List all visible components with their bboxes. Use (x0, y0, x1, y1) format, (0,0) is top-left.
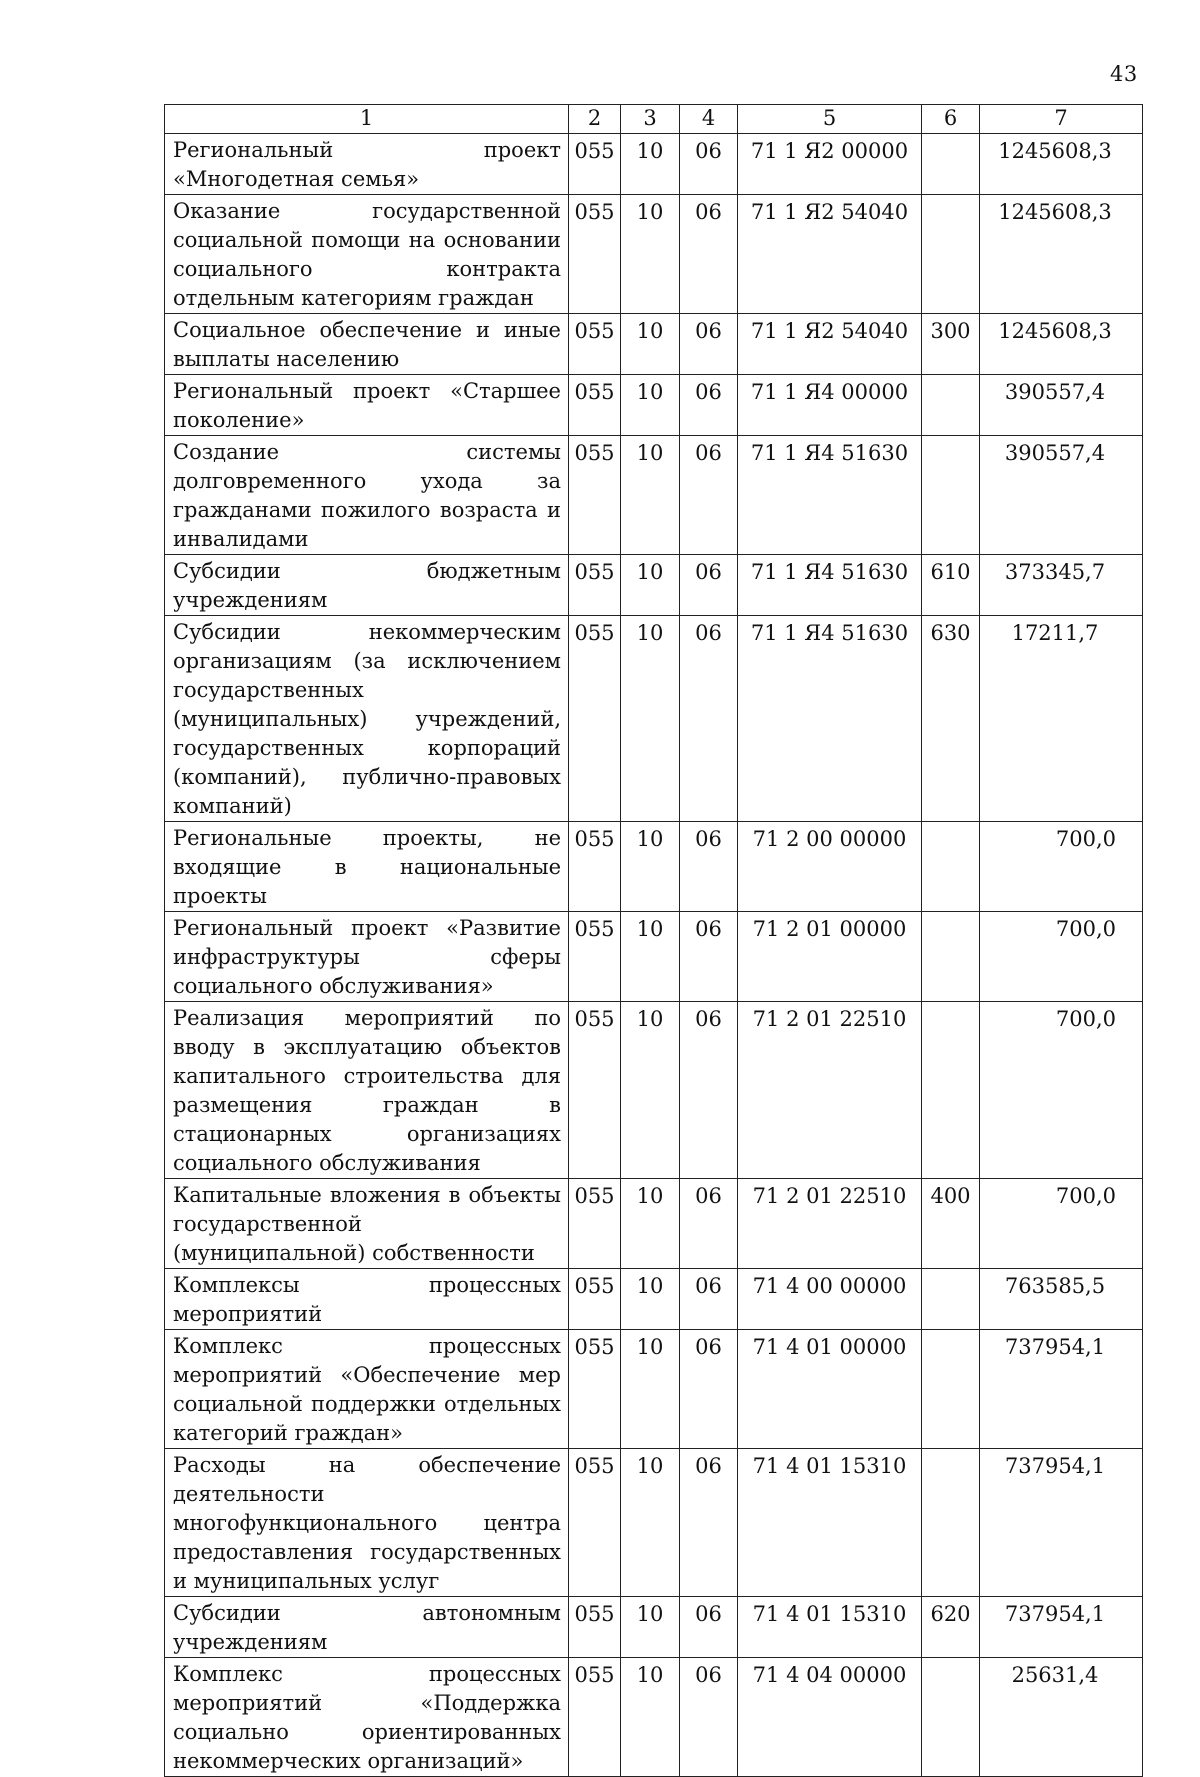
cell-expense-type (922, 1002, 980, 1179)
cell-name: Региональный проект «Развитие инфраструктуры сферы социального обслуживания» (165, 912, 569, 1002)
column-header: 3 (621, 105, 680, 134)
cell-name: Социальное обеспечение и иные выплаты населению (165, 314, 569, 375)
cell-target-article: 71 4 01 15310 (738, 1597, 922, 1658)
cell-subsection-code: 06 (680, 1269, 738, 1330)
cell-amount: 763585,5 (980, 1269, 1143, 1330)
budget-table (164, 104, 1143, 1777)
cell-section-code: 10 (621, 1597, 680, 1658)
cell-name: Региональный проект «Старшее поколение» (165, 375, 569, 436)
cell-subsection-code: 06 (680, 1658, 738, 1777)
cell-section-code: 10 (621, 555, 680, 616)
cell-subsection-code: 06 (680, 375, 738, 436)
cell-amount: 700,0 (980, 1002, 1143, 1179)
table-row (165, 1330, 1143, 1449)
cell-target-article: 71 2 01 00000 (738, 912, 922, 1002)
cell-target-article: 71 4 04 00000 (738, 1658, 922, 1777)
cell-ministry-code: 055 (569, 375, 621, 436)
cell-amount: 737954,1 (980, 1597, 1143, 1658)
table-row (165, 436, 1143, 555)
table-row (165, 912, 1143, 1002)
cell-expense-type (922, 1449, 980, 1597)
table-row (165, 616, 1143, 822)
cell-subsection-code: 06 (680, 1330, 738, 1449)
table-row (165, 1269, 1143, 1330)
table-row (165, 1449, 1143, 1597)
cell-section-code: 10 (621, 1658, 680, 1777)
cell-section-code: 10 (621, 1330, 680, 1449)
table-row (165, 1002, 1143, 1179)
cell-subsection-code: 06 (680, 1002, 738, 1179)
cell-subsection-code: 06 (680, 555, 738, 616)
cell-amount: 1245608,3 (980, 134, 1143, 195)
cell-amount: 700,0 (980, 822, 1143, 912)
cell-target-article: 71 2 01 22510 (738, 1002, 922, 1179)
cell-subsection-code: 06 (680, 195, 738, 314)
cell-expense-type (922, 375, 980, 436)
cell-section-code: 10 (621, 375, 680, 436)
table-row (165, 822, 1143, 912)
cell-subsection-code: 06 (680, 1449, 738, 1597)
cell-name: Капитальные вложения в объекты государственной (муниципальной) собственности (165, 1179, 569, 1269)
cell-subsection-code: 06 (680, 314, 738, 375)
cell-target-article: 71 1 Я4 51630 (738, 436, 922, 555)
cell-target-article: 71 1 Я4 51630 (738, 555, 922, 616)
cell-ministry-code: 055 (569, 1330, 621, 1449)
cell-section-code: 10 (621, 1449, 680, 1597)
cell-ministry-code: 055 (569, 822, 621, 912)
cell-target-article: 71 4 01 15310 (738, 1449, 922, 1597)
cell-amount: 1245608,3 (980, 195, 1143, 314)
cell-target-article: 71 1 Я2 00000 (738, 134, 922, 195)
cell-expense-type (922, 912, 980, 1002)
column-header: 7 (980, 105, 1143, 134)
cell-section-code: 10 (621, 1002, 680, 1179)
page-number: 43 (1110, 62, 1138, 86)
cell-section-code: 10 (621, 616, 680, 822)
cell-expense-type (922, 822, 980, 912)
cell-expense-type (922, 1658, 980, 1777)
cell-expense-type (922, 134, 980, 195)
cell-section-code: 10 (621, 912, 680, 1002)
column-header: 2 (569, 105, 621, 134)
column-header: 1 (165, 105, 569, 134)
cell-expense-type: 620 (922, 1597, 980, 1658)
cell-target-article: 71 2 01 22510 (738, 1179, 922, 1269)
table-row (165, 195, 1143, 314)
cell-section-code: 10 (621, 436, 680, 555)
column-header: 6 (922, 105, 980, 134)
cell-expense-type: 630 (922, 616, 980, 822)
table-row (165, 1179, 1143, 1269)
cell-subsection-code: 06 (680, 1179, 738, 1269)
cell-amount: 737954,1 (980, 1449, 1143, 1597)
column-header: 4 (680, 105, 738, 134)
cell-ministry-code: 055 (569, 314, 621, 375)
cell-section-code: 10 (621, 822, 680, 912)
cell-ministry-code: 055 (569, 1002, 621, 1179)
column-header: 5 (738, 105, 922, 134)
cell-name: Расходы на обеспечение деятельности многофункционального центра предоставления государственных и муниципальных услуг (165, 1449, 569, 1597)
table-row (165, 314, 1143, 375)
cell-expense-type: 300 (922, 314, 980, 375)
cell-expense-type (922, 1269, 980, 1330)
cell-expense-type (922, 436, 980, 555)
cell-target-article: 71 1 Я4 00000 (738, 375, 922, 436)
cell-section-code: 10 (621, 314, 680, 375)
cell-name: Создание системы долговременного ухода за гражданами пожилого возраста и инвалидами (165, 436, 569, 555)
table-row (165, 375, 1143, 436)
cell-amount: 737954,1 (980, 1330, 1143, 1449)
cell-name: Комплекс процессных мероприятий «Поддержка социально ориентированных некоммерческих организаций» (165, 1658, 569, 1777)
cell-amount: 1245608,3 (980, 314, 1143, 375)
cell-subsection-code: 06 (680, 822, 738, 912)
cell-target-article: 71 4 01 00000 (738, 1330, 922, 1449)
cell-ministry-code: 055 (569, 1269, 621, 1330)
table-row (165, 1658, 1143, 1777)
cell-amount: 373345,7 (980, 555, 1143, 616)
cell-amount: 17211,7 (980, 616, 1143, 822)
cell-target-article: 71 1 Я2 54040 (738, 195, 922, 314)
cell-subsection-code: 06 (680, 436, 738, 555)
table-row (165, 134, 1143, 195)
cell-ministry-code: 055 (569, 1179, 621, 1269)
cell-ministry-code: 055 (569, 134, 621, 195)
cell-expense-type (922, 195, 980, 314)
cell-name: Субсидии некоммерческим организациям (за исключением государственных (муниципальных) учреждений, государственных корпораций (компаний), публично-правовых компаний) (165, 616, 569, 822)
cell-expense-type: 400 (922, 1179, 980, 1269)
cell-name: Комплекс процессных мероприятий «Обеспечение мер социальной поддержки отдельных категорий граждан» (165, 1330, 569, 1449)
cell-section-code: 10 (621, 1269, 680, 1330)
table-row (165, 1597, 1143, 1658)
cell-section-code: 10 (621, 1179, 680, 1269)
cell-expense-type (922, 1330, 980, 1449)
cell-amount: 700,0 (980, 1179, 1143, 1269)
table-body (165, 134, 1143, 1777)
cell-target-article: 71 4 00 00000 (738, 1269, 922, 1330)
cell-name: Реализация мероприятий по вводу в эксплуатацию объектов капитального строительства для размещения граждан в стационарных организациях социального обслуживания (165, 1002, 569, 1179)
cell-amount: 25631,4 (980, 1658, 1143, 1777)
cell-name: Субсидии автономным учреждениям (165, 1597, 569, 1658)
cell-amount: 390557,4 (980, 375, 1143, 436)
table-row (165, 555, 1143, 616)
cell-ministry-code: 055 (569, 555, 621, 616)
cell-expense-type: 610 (922, 555, 980, 616)
cell-name: Региональный проект «Многодетная семья» (165, 134, 569, 195)
cell-name: Оказание государственной социальной помощи на основании социального контракта отдельным категориям граждан (165, 195, 569, 314)
cell-ministry-code: 055 (569, 912, 621, 1002)
cell-ministry-code: 055 (569, 1658, 621, 1777)
cell-ministry-code: 055 (569, 1597, 621, 1658)
table-header-row (165, 105, 1143, 134)
cell-ministry-code: 055 (569, 616, 621, 822)
cell-name: Региональные проекты, не входящие в национальные проекты (165, 822, 569, 912)
cell-amount: 700,0 (980, 912, 1143, 1002)
cell-subsection-code: 06 (680, 1597, 738, 1658)
cell-subsection-code: 06 (680, 616, 738, 822)
cell-section-code: 10 (621, 195, 680, 314)
cell-amount: 390557,4 (980, 436, 1143, 555)
cell-target-article: 71 1 Я4 51630 (738, 616, 922, 822)
cell-subsection-code: 06 (680, 912, 738, 1002)
cell-ministry-code: 055 (569, 1449, 621, 1597)
cell-target-article: 71 1 Я2 54040 (738, 314, 922, 375)
cell-ministry-code: 055 (569, 195, 621, 314)
cell-name: Комплексы процессных мероприятий (165, 1269, 569, 1330)
cell-name: Субсидии бюджетным учреждениям (165, 555, 569, 616)
cell-ministry-code: 055 (569, 436, 621, 555)
cell-section-code: 10 (621, 134, 680, 195)
cell-subsection-code: 06 (680, 134, 738, 195)
cell-target-article: 71 2 00 00000 (738, 822, 922, 912)
